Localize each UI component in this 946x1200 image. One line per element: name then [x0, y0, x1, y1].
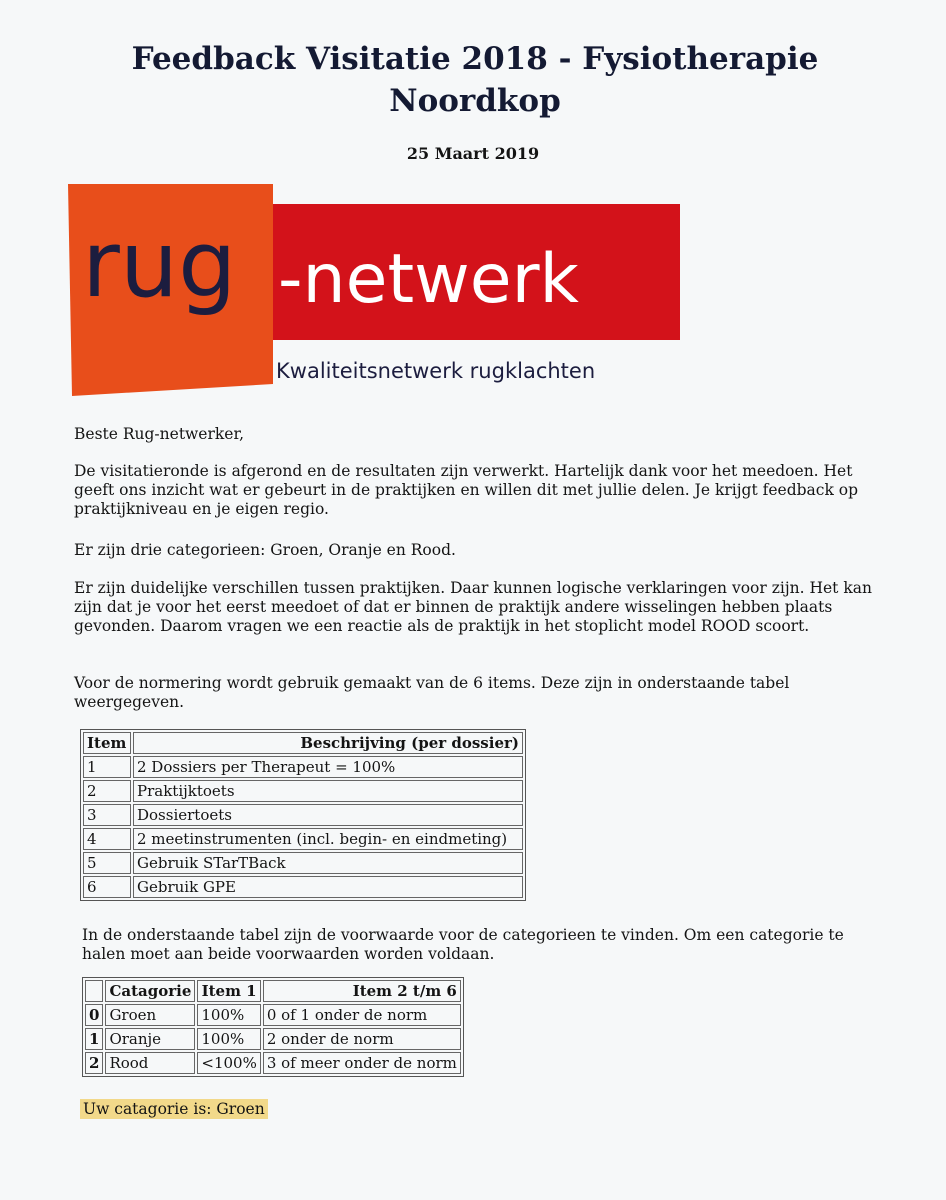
item-number: 2 [83, 780, 131, 802]
logo-tagline: Kwaliteitsnetwerk rugklachten [276, 359, 596, 383]
table-row [83, 804, 523, 826]
item-number: 6 [83, 876, 131, 898]
category-header-index [85, 980, 103, 1002]
item-number: 1 [83, 756, 131, 778]
item-description: Praktijktoets [133, 780, 523, 802]
document-date: 25 Maart 2019 [406, 144, 540, 163]
item-description: 2 meetinstrumenten (incl. begin- en eindmeting) [133, 828, 523, 850]
category-header-name: Catagorie [105, 980, 195, 1002]
category-index: 0 [85, 1004, 103, 1026]
page-title: Feedback Visitatie 2018 - Fysiotherapie Noordkop [131, 41, 819, 119]
table-row [83, 828, 523, 850]
table-row [83, 756, 523, 778]
item-number: 3 [83, 804, 131, 826]
category-name: Oranje [105, 1028, 195, 1050]
items-table-header [83, 732, 523, 754]
category-items2-6: 0 of 1 onder de norm [263, 1004, 461, 1026]
category-index: 2 [85, 1052, 103, 1074]
category-index: 1 [85, 1028, 103, 1050]
category-header-item1: Item 1 [197, 980, 260, 1002]
item-description: Gebruik STarTBack [133, 852, 523, 874]
intro-paragraph: De visitatieronde is afgerond en de resultaten zijn verwerkt. Hartelijk dank voor het meedoen. Het geeft ons inzicht wat er gebeurt in de praktijken en willen dit met jullie delen. Je krijgt feedback op praktijkniveau en je eigen regio. [74, 462, 859, 518]
table-row [83, 876, 523, 898]
category-result: Uw catagorie is: Groen [80, 1099, 268, 1119]
category-item1: 100% [197, 1028, 260, 1050]
item-number: 4 [83, 828, 131, 850]
category-items2-6: 2 onder de norm [263, 1028, 461, 1050]
logo-word-rug: rug [82, 211, 237, 318]
category-name: Groen [105, 1004, 195, 1026]
category-table-header [85, 980, 461, 1002]
differences-paragraph: Er zijn duidelijke verschillen tussen praktijken. Daar kunnen logische verklaringen voor zijn. Het kan zijn dat je voor het eerst meedoet of dat er binnen de praktijk andere wisselingen hebben plaats gevonden. Daarom vragen we een reactie als de praktijk in het stoplicht model ROOD scoort. [74, 579, 872, 635]
rug-netwerk-logo [68, 184, 688, 404]
category-items2-6: 3 of meer onder de norm [263, 1052, 461, 1074]
category-table [82, 977, 464, 1077]
category-item1: 100% [197, 1004, 260, 1026]
table-row [85, 1004, 461, 1026]
logo-word-netwerk: -netwerk [278, 240, 579, 319]
table-row [85, 1052, 461, 1074]
category-header-items2-6: Item 2 t/m 6 [263, 980, 461, 1002]
table-row [83, 780, 523, 802]
items-table [80, 729, 526, 901]
item-number: 5 [83, 852, 131, 874]
conditions-paragraph: In de onderstaande tabel zijn de voorwaarde voor de categorieen te vinden. Om een categorie te halen moet aan beide voorwaarden worden voldaan. [82, 926, 844, 963]
table-row [85, 1028, 461, 1050]
table-row [83, 852, 523, 874]
item-description: Gebruik GPE [133, 876, 523, 898]
category-item1: <100% [197, 1052, 260, 1074]
category-name: Rood [105, 1052, 195, 1074]
item-description: Dossiertoets [133, 804, 523, 826]
items-header-description: Beschrijving (per dossier) [133, 732, 523, 754]
item-description: 2 Dossiers per Therapeut = 100% [133, 756, 523, 778]
greeting: Beste Rug-netwerker, [74, 425, 245, 443]
items-header-item: Item [83, 732, 131, 754]
norm-paragraph: Voor de normering wordt gebruik gemaakt van de 6 items. Deze zijn in onderstaande tabel weergegeven. [74, 674, 790, 711]
categories-paragraph: Er zijn drie categorieen: Groen, Oranje en Rood. [74, 541, 456, 559]
